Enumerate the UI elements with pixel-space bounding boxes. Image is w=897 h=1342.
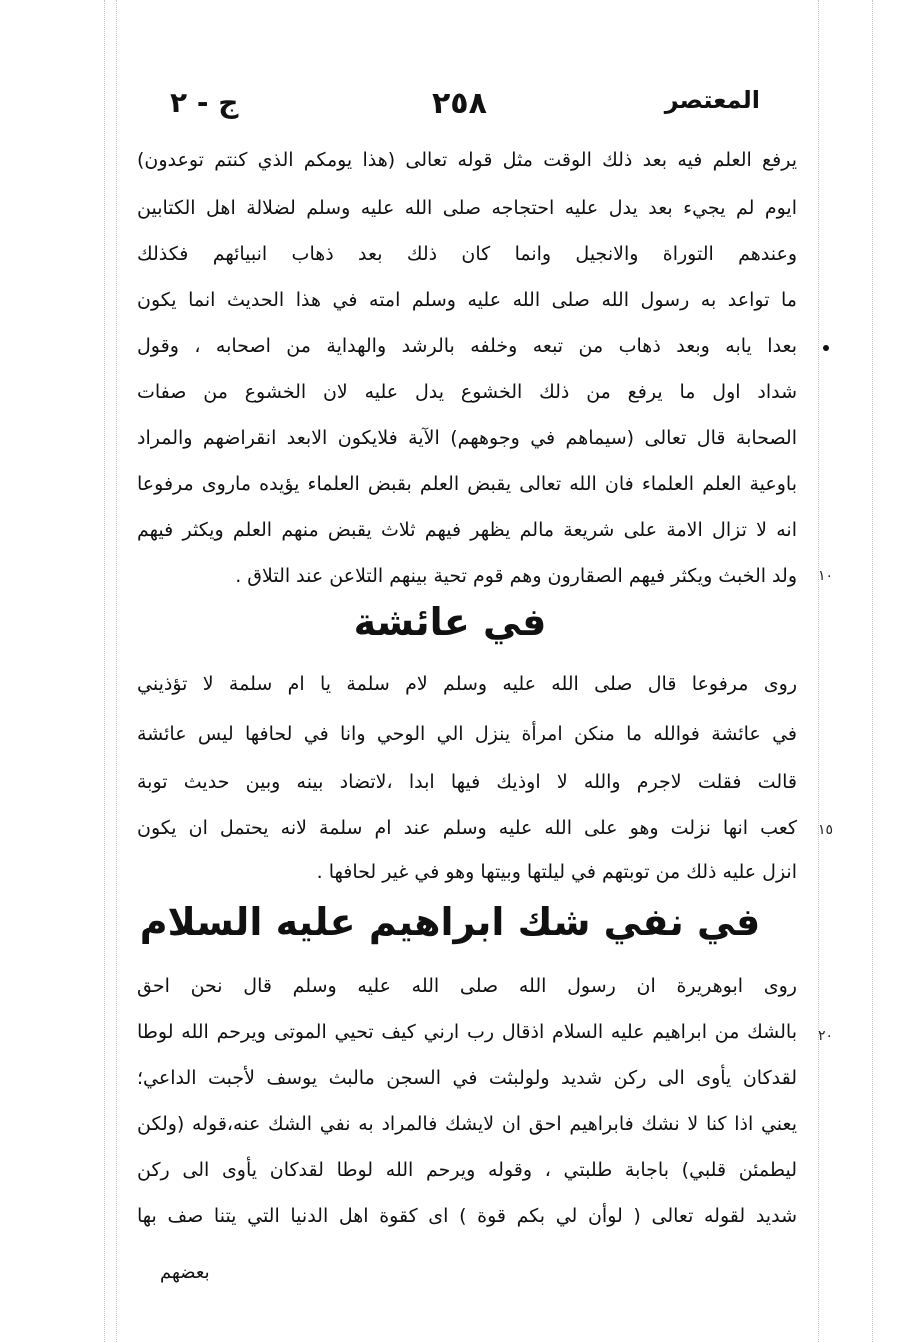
text-line: شديد لقوله تعالى ( لوأن لي بكم قوة ) اى كقوة اهل الدنيا التي يتنا صف بها	[137, 1205, 797, 1227]
scan-guide-line	[104, 0, 105, 1342]
text-line: قالت فقلت لاجرم والله لا اوذيك فيها ابدا ،لاتضاد بينه وبين حديث توبة	[137, 771, 797, 793]
section-heading-ibrahim: في نفي شك ابراهيم عليه السلام	[139, 900, 761, 944]
text-line: يرفع العلم فيه بعد ذلك الوقت مثل قوله تعالى (هذا يومكم الذي كنتم توعدون)	[137, 149, 797, 171]
text-line: شداد اول ما يرفع من ذلك الخشوع يدل عليه لان الخشوع من صفات	[137, 381, 797, 403]
text-line: ما تواعد به رسول الله صلى الله عليه وسلم امته في هذا الحديث انما يكون	[137, 289, 797, 311]
text-line: وعندهم التوراة والانجيل وانما كان ذلك بعد ذهاب انبيائهم فكذلك	[137, 243, 797, 265]
text-line: ولد الخبث ويكثر فيهم الصقارون وهم قوم تحية بينهم التلاعن عند التلاق .	[235, 565, 797, 587]
book-title: المعتصر	[664, 86, 760, 114]
page-header	[150, 86, 760, 130]
text-line: لقدكان يأوى الى ركن شديد ولولبثت في السجن مالبث يوسف لأجبت الداعي؛	[137, 1067, 797, 1089]
text-line: ايوم لم يجيء بعد يدل عليه احتجاجه صلى الله عليه وسلم لضلالة اهل الكتابين	[137, 197, 797, 219]
text-line: بعدا يابه وبعد ذهاب من تبعه وخلفه بالرشد والهداية من اصحابه ، وقول	[137, 335, 797, 357]
line-number-20: ٢٠	[818, 1028, 834, 1044]
text-line: في عائشة فوالله ما منكن امرأة ينزل الي الوحي وانا في لحافها ليس عائشة	[137, 723, 797, 745]
catchword: بعضهم	[160, 1262, 210, 1283]
scan-guide-line	[116, 0, 117, 1342]
text-line: الصحابة قال تعالى (سيماهم في وجوههم) الآية فلايكون الابعد انقراضهم والمراد	[137, 427, 797, 449]
text-line: ليطمئن قلبي) باجابة طلبتي ، وقوله ويرحم الله لوطا لقدكان يأوى الى ركن	[137, 1159, 797, 1181]
text-line: يعني اذا كنا لا نشك فابراهيم احق ان لايشك فالمراد به نفي الشك عنه،قوله (ولكن	[137, 1113, 797, 1135]
scan-guide-line	[818, 0, 819, 1342]
text-line: بالشك من ابراهيم عليه السلام اذقال رب ارني كيف تحيي الموتى ويرحم الله لوطا	[137, 1021, 797, 1043]
line-number-15: ١٥	[818, 822, 834, 838]
volume-label: ج - ٢	[170, 86, 239, 119]
margin-dot	[823, 345, 829, 351]
text-line: روى ابوهريرة ان رسول الله صلى الله عليه وسلم قال نحن احق	[137, 975, 797, 997]
scan-guide-line	[872, 0, 873, 1342]
text-line: كعب انها نزلت وهو على الله عليه وسلم عند ام سلمة لانه يحتمل ان يكون	[137, 817, 797, 839]
text-line: انه لا تزال الامة على شريعة مالم يظهر فيهم ثلاث يقبض منهم العلم ويكثر فيهم	[137, 519, 797, 541]
text-line: انزل عليه ذلك من توبتهم في ليلتها وبيتها وهو في غير لحافها .	[316, 861, 797, 883]
text-line: باوعية العلم العلماء فان الله تعالى يقبض العلم بقبض العلماء يؤيده ماروى مرفوعا	[137, 473, 797, 495]
section-heading-aisha: في عائشة	[353, 600, 547, 644]
text-line: روى مرفوعا قال صلى الله عليه وسلم لام سلمة يا ام سلمة لا تؤذيني	[137, 673, 797, 695]
page-number: ٢٥٨	[432, 86, 487, 121]
line-number-10: ١٠	[818, 568, 834, 584]
